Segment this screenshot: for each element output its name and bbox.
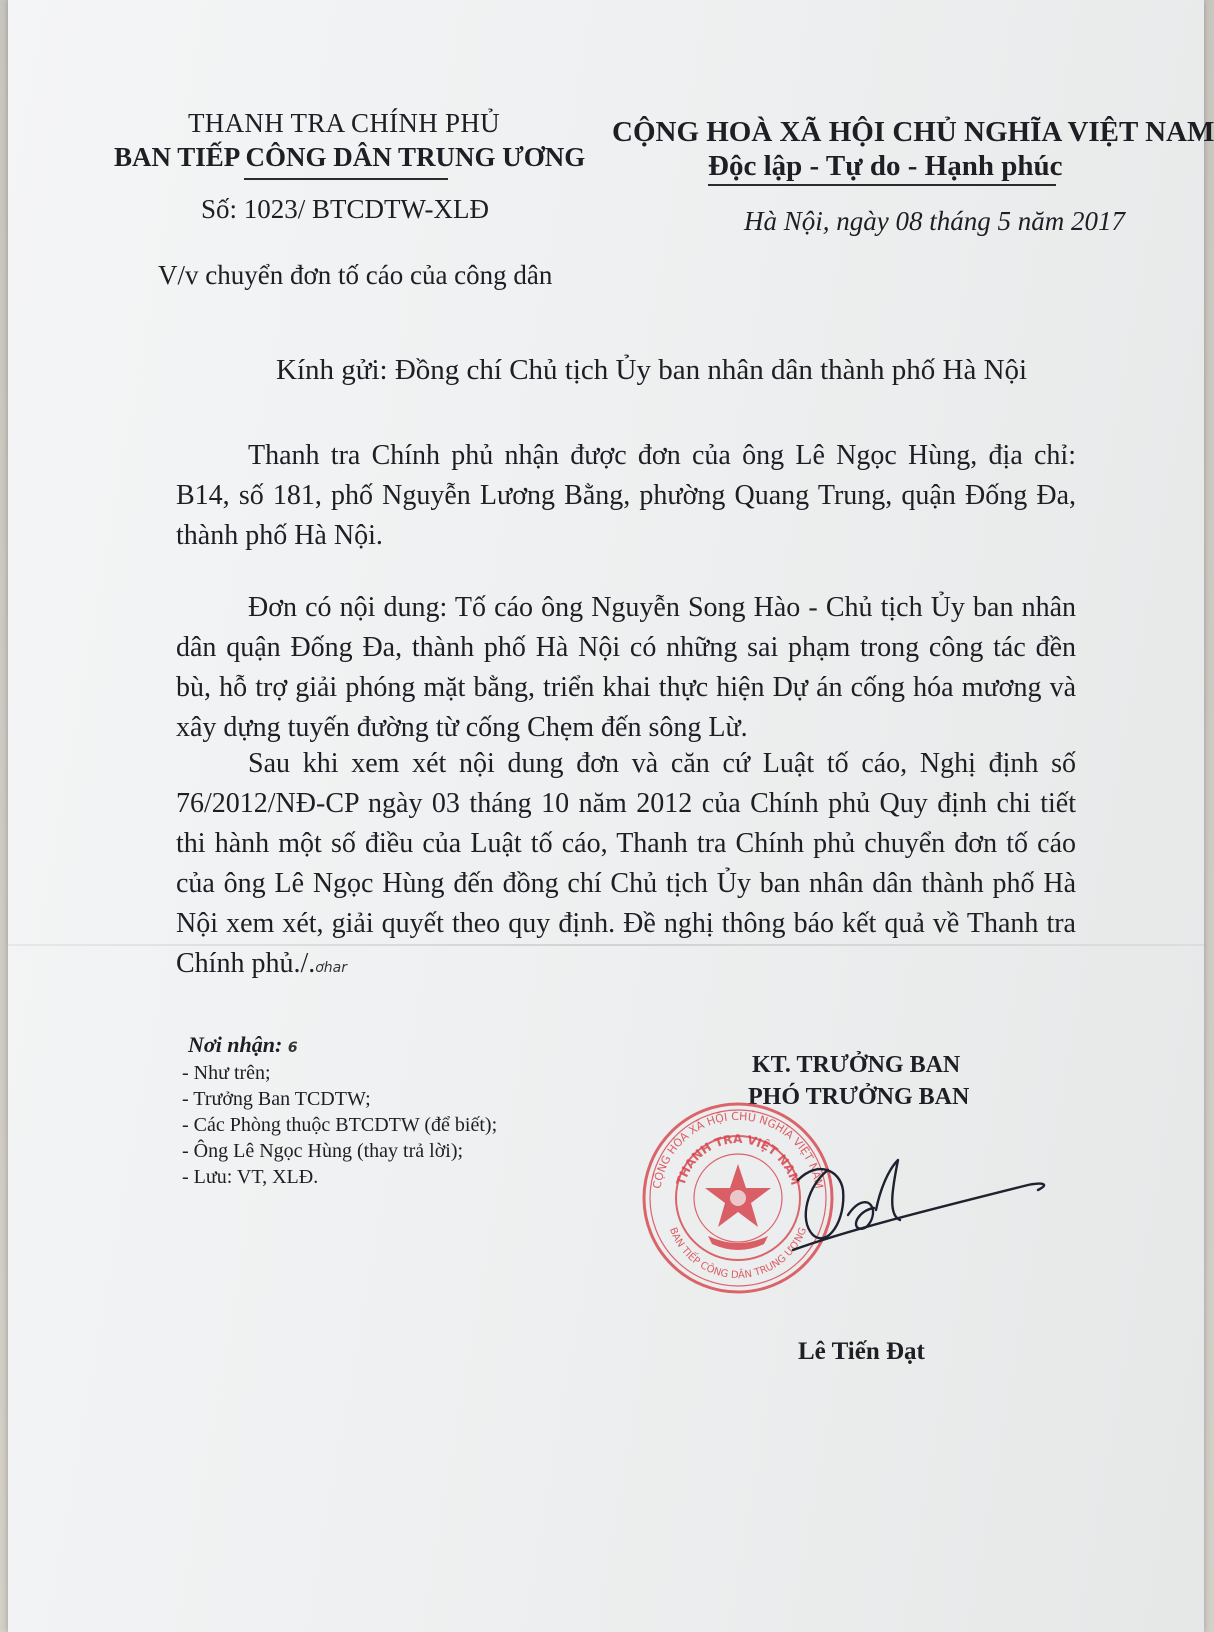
country-name: CỘNG HOÀ XÃ HỘI CHỦ NGHĨA VIỆT NAM [612,116,1214,148]
right-header-rule [708,184,1056,186]
handwritten-initial-mark: ơhar [315,960,348,976]
seal-bottom-text: BAN TIẾP CÔNG DÂN TRUNG ƯƠNG [666,1226,810,1282]
recipients-title-text: Nơi nhận: [188,1032,283,1057]
signature-title-line-1: KT. TRƯỞNG BAN [752,1052,961,1078]
seal-inner-text: THANH TRA VIỆT NAM [673,1131,803,1187]
seal-outer-text: CỘNG HÒA XÃ HỘI CHỦ NGHĨA VIỆT NAM [650,1109,826,1190]
body-paragraph-1: Thanh tra Chính phủ nhận được đơn của ông Lê Ngọc Hùng, địa chỉ: B14, số 181, phố Nguyễn Lương Bằng, phường Quang Trung, quận Đống Đa, thành phố Hà Nội. [176,440,1076,551]
document-number: Số: 1023/ BTCDTW-XLĐ [201,194,489,224]
body-paragraph-2: Đơn có nội dung: Tố cáo ông Nguyễn Song Hào - Chủ tịch Ủy ban nhân dân quận Đống Đa, thành phố Hà Nội có những sai phạm trong công tác đền bù, hỗ trợ giải phóng mặt bằng, triển khai thực hiện Dự án cống hóa mương và xây dựng tuyến đường từ cống Chẹm đến sông Lừ. [176,592,1076,743]
body-paragraph-3 [176,744,1076,988]
recipient-item: - Lưu: VT, XLĐ. [182,1166,319,1188]
recipient-item: - Các Phòng thuộc BTCDTW (để biết); [182,1114,498,1136]
greeting-line: Kính gửi: Đồng chí Chủ tịch Ủy ban nhân dân thành phố Hà Nội [276,354,1028,386]
recipient-item: - Ông Lê Ngọc Hùng (thay trả lời); [182,1140,464,1162]
handwritten-copy-count: 6 [287,1040,298,1056]
department-name: BAN TIẾP CÔNG DÂN TRUNG ƯƠNG [114,142,586,172]
handwritten-signature [788,1140,1088,1280]
recipient-item: - Trưởng Ban TCDTW; [182,1088,371,1110]
left-header-rule [244,178,448,180]
document-page [8,0,1214,1632]
subject-line: V/v chuyển đơn tố cáo của công dân [158,260,553,290]
signer-name: Lê Tiến Đạt [798,1338,925,1365]
national-motto: Độc lập - Tự do - Hạnh phúc [708,150,1063,182]
recipients-list [182,1060,497,1190]
recipient-item: - Như trên; [182,1062,271,1084]
seal-gear-icon [708,1236,768,1250]
recipients-title [188,1032,298,1058]
signature-title-line-2: PHÓ TRƯỞNG BAN [748,1084,970,1110]
agency-name: THANH TRA CHÍNH PHỦ [188,108,500,138]
date-line: Hà Nội, ngày 08 tháng 5 năm 2017 [744,206,1125,236]
body-paragraph-3-text: Sau khi xem xét nội dung đơn và căn cứ Luật tố cáo, Nghị định số 76/2012/NĐ-CP ngày 03 tháng 10 năm 2012 của Chính phủ Quy định chi tiết thi hành một số điều của Luật tố cáo, Thanh tra Chính phủ chuyển đơn tố cáo của ông Lê Ngọc Hùng đến đồng chí Chủ tịch Ủy ban nhân dân thành phố Hà Nội xem xét, giải quyết theo quy định. Đề nghị thông báo kết quả về Thanh tra Chính phủ./. [176,748,1076,979]
